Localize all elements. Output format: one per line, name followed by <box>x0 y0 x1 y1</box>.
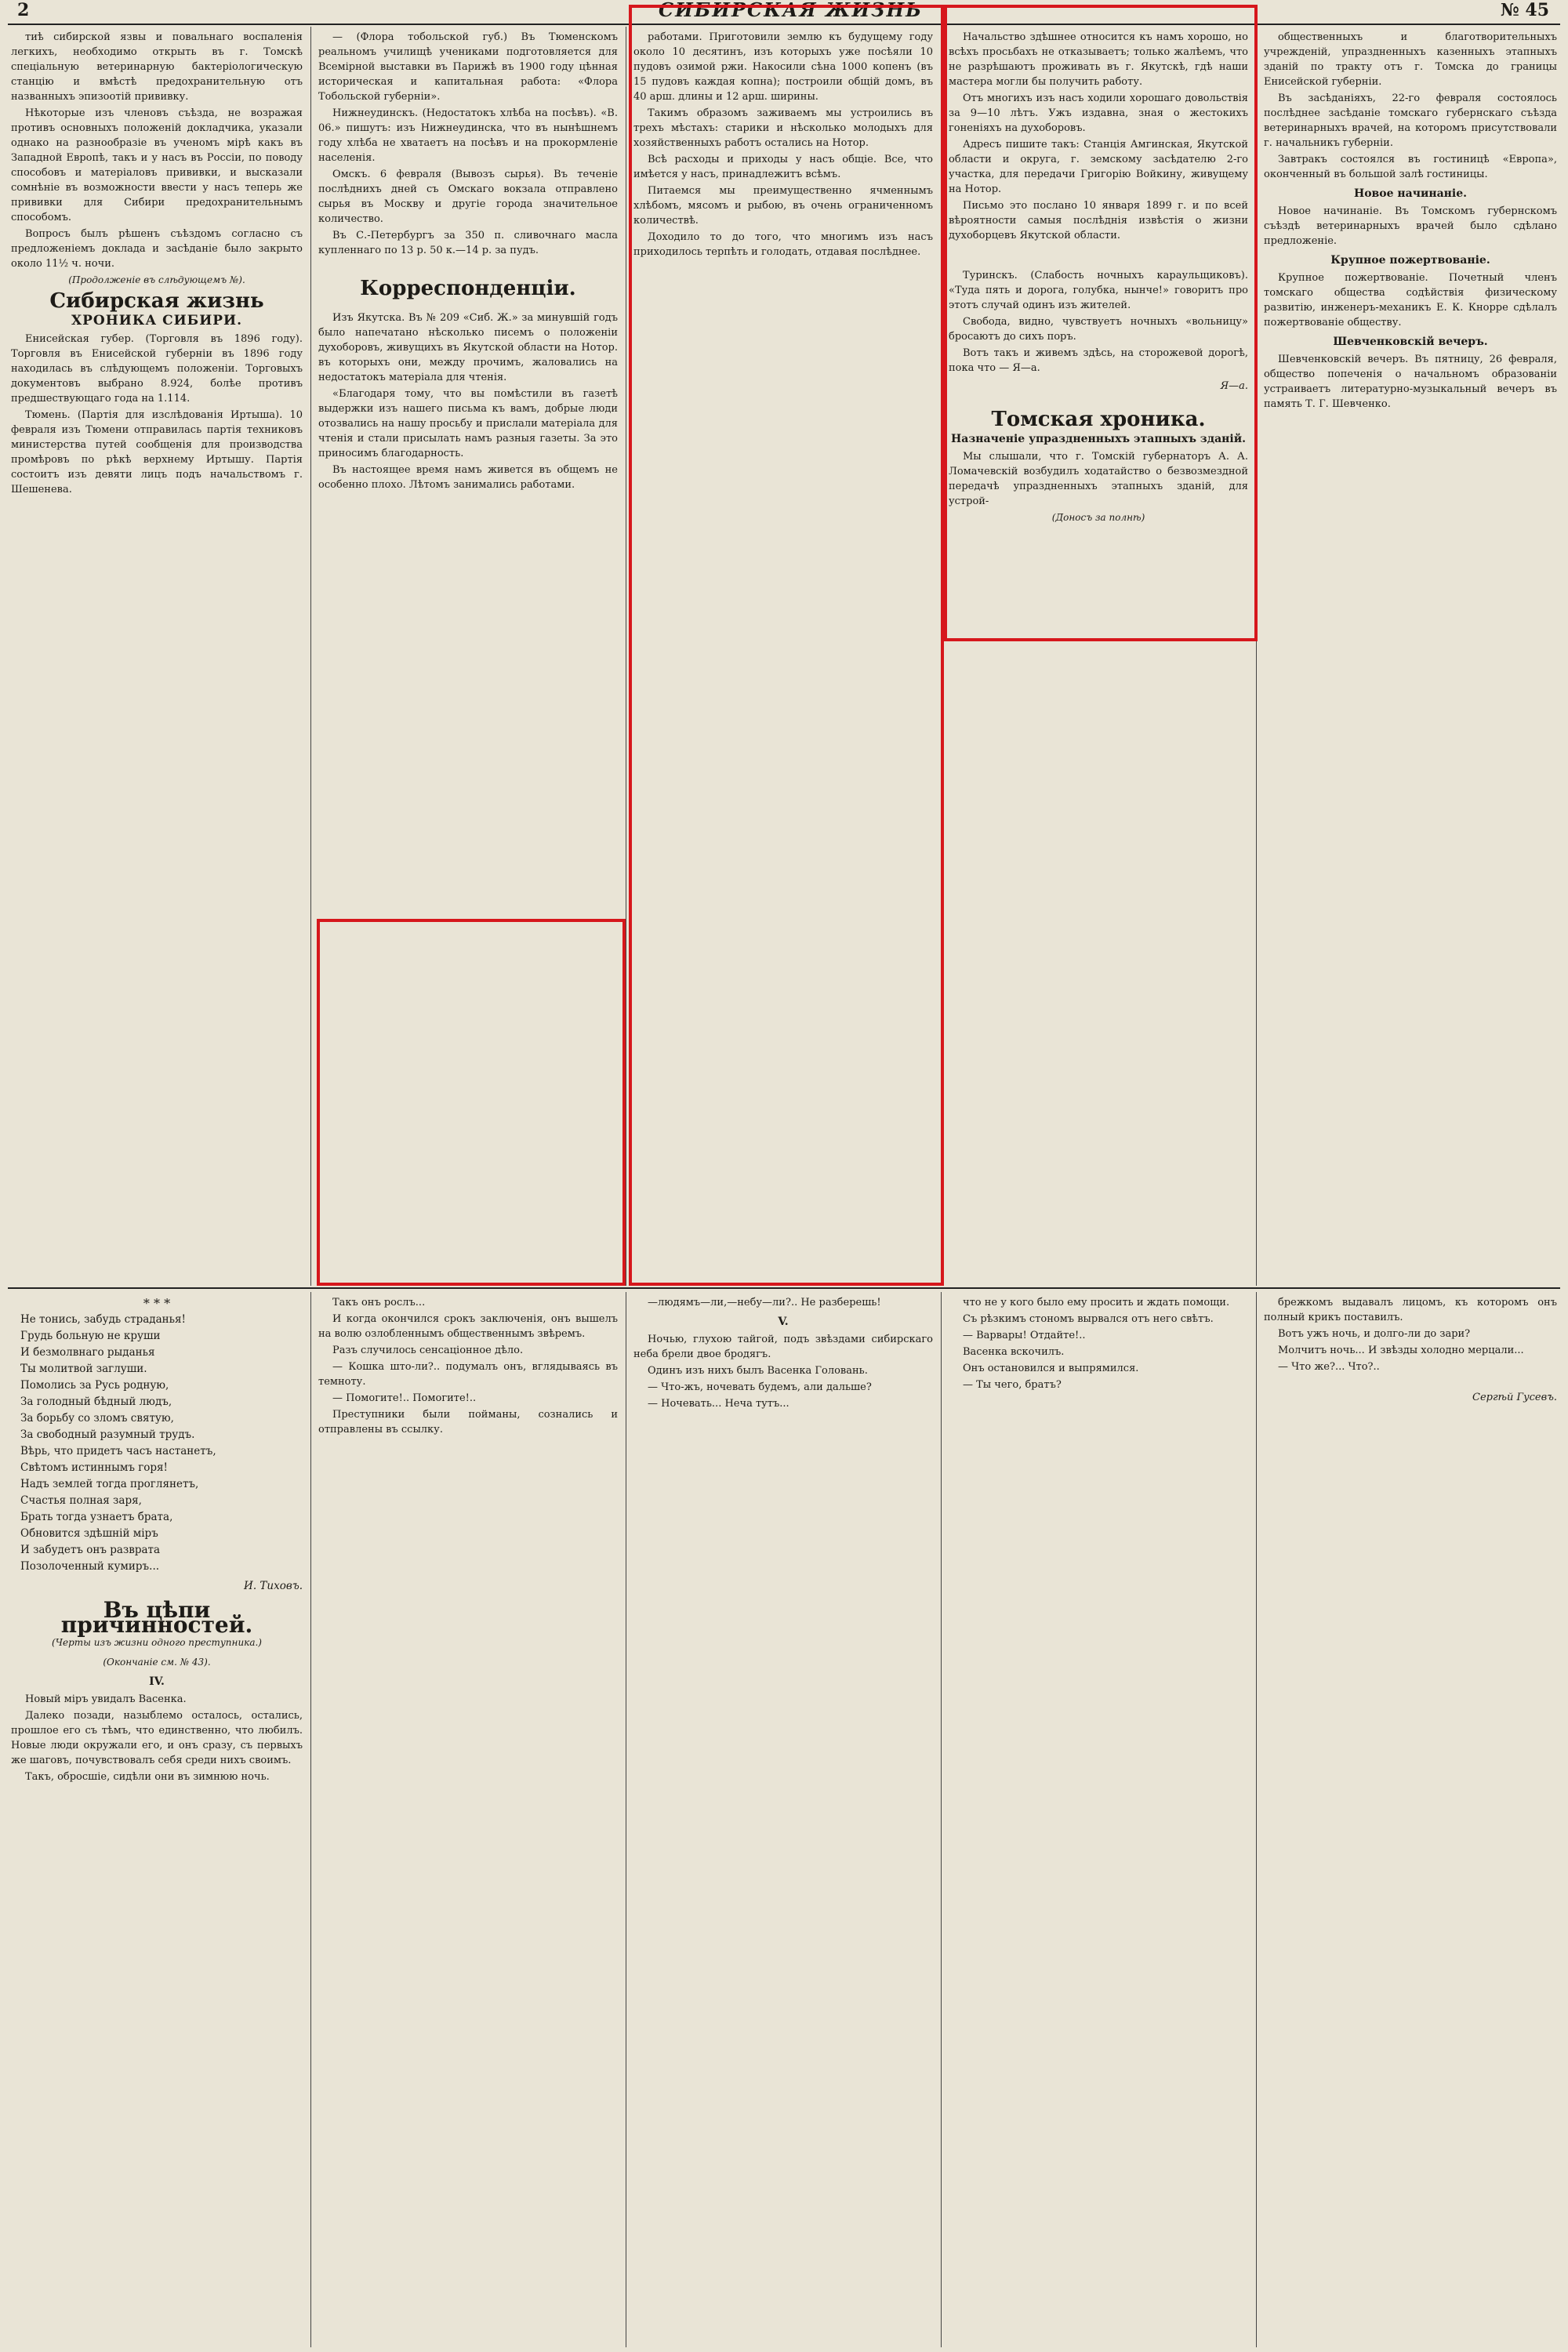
chapter-number: IV. <box>149 1675 165 1688</box>
article-subtitle: Шевченковскій вечеръ. <box>1333 336 1488 348</box>
poem-line: Обновится здѣшній міръ <box>20 1527 158 1540</box>
masthead <box>8 0 1560 25</box>
poem-line: И забудетъ онъ разврата <box>20 1544 161 1556</box>
article-paragraph: Вопросъ былъ рѣшенъ съѣздомъ согласно съ предложеніемъ доклада и засѣданіе было закрыто около 11½ ч. ночи. <box>11 228 303 270</box>
column-divider <box>941 27 942 1286</box>
article-paragraph: Такимъ образомъ заживаемъ мы устроились въ трехъ мѣстахъ: старики и нѣсколько молодыхъ для хозяйственныхъ работъ остались на Нотор. <box>633 107 933 149</box>
story-paragraph: — Помогите!.. Помогите!.. <box>332 1392 477 1404</box>
story-paragraph: брежкомъ выдавалъ лицомъ, къ которомъ онъ полный крикъ поставилъ. <box>1264 1297 1557 1323</box>
story-paragraph: Далеко позади, назыблемо осталось, остались, прошлое его съ тѣмъ, что единственно, что любилъ. Новые люди окружали его, и онъ сразу, съ первыхъ же шаговъ, почувствовалъ себя среди нихъ своимъ. <box>11 1710 303 1766</box>
top-column-1 <box>11 30 303 1281</box>
story-subtitle: (Черты изъ жизни одного преступника.) <box>52 1637 262 1648</box>
story-author: Сергѣй Гусевъ. <box>1472 1392 1557 1403</box>
poem-line: Вѣрь, что придетъ часъ настанетъ, <box>20 1445 216 1457</box>
article-paragraph: Вотъ такъ и живемъ здѣсь, на сторожевой дорогѣ, пока что — Я—а. <box>949 347 1248 374</box>
article-paragraph: Въ засѣданіяхъ, 22-го февраля состоялось послѣднее засѣданіе томскаго губернскаго съѣзда ветеринарныхъ врачей, на которомъ присутствовали г. начальникъ губерніи. <box>1264 93 1557 149</box>
section-separator <box>8 1287 1560 1289</box>
poem-line: Не тонись, забудь страданья! <box>20 1313 186 1326</box>
article-paragraph: Въ С.-Петербургъ за 350 п. сливочнаго масла купленнаго по 13 р. 50 к.—14 р. за пудъ. <box>318 230 618 256</box>
continuation-note: (Продолженіе въ слѣдующемъ №). <box>68 274 245 285</box>
article-paragraph: Въ настоящее время намъ живется въ общемъ не особенно плохо. Лѣтомъ занимались работами. <box>318 464 618 491</box>
story-paragraph: Молчитъ ночь... И звѣзды холодно мерцали... <box>1278 1345 1524 1356</box>
article-paragraph: Новое начинаніе. Въ Томскомъ губернскомъ съѣздѣ ветеринарныхъ врачей было сдѣлано предложеніе. <box>1264 205 1557 247</box>
article-paragraph: Отъ многихъ изъ насъ ходили хорошаго довольствія за 9—10 лѣтъ. Ужъ издавна, зная о жестокихъ гоненіяхъ на духоборовъ. <box>949 93 1248 134</box>
article-paragraph: Начальство здѣшнее относится къ намъ хорошо, но всѣхъ просьбахъ не отказываетъ; только жалѣемъ, что не разрѣшаютъ проживать въ г. Якутскѣ, гдѣ наши мастера могли бы получить работу. <box>949 31 1248 88</box>
bottom-column-1 <box>11 1295 303 2346</box>
top-column-4 <box>949 30 1248 1281</box>
poem <box>11 1295 303 1595</box>
article-paragraph: — (Флора тобольской губ.) Въ Тюменскомъ реальномъ училищѣ учениками подготовляется для Всемірной выставки въ Парижѣ въ 1900 году цѣнная историческая и капитальная работа: «Флора Тобольской губерніи». <box>318 31 618 103</box>
section-title: Корреспонденціи. <box>360 277 576 300</box>
article-paragraph: тиѣ сибирской язвы и повальнаго воспаленія легкихъ, необходимо открыть въ г. Томскѣ спеціальную ветеринарную бактеріологическую станцію и вмѣстѣ предохранительную отъ названныхъ эпизоотій прививку. <box>11 31 303 103</box>
article-paragraph: Изъ Якутска. Въ № 209 «Сиб. Ж.» за минувшій годъ было напечатано нѣсколько писемъ о положеніи духоборовъ, живущихъ въ Якутской области на Нотор. въ которыхъ они, между прочимъ, жаловались на недостатокъ матеріала для чтенія. <box>318 312 618 383</box>
signature: Я—а. <box>1220 380 1248 392</box>
poem-author: И. Тиховъ. <box>244 1580 303 1592</box>
story-paragraph: Разъ случилось сенсаціонное дѣло. <box>332 1345 524 1356</box>
poem-line: Помолись за Русь родную, <box>20 1379 169 1392</box>
poem-line: Позолоченный кумиръ... <box>20 1560 160 1573</box>
article-paragraph: Нѣкоторые изъ членовъ съѣзда, не возражая противъ основныхъ положеній докладчика, указали однако на разнообразіе въ ученомъ мірѣ какъ въ Западной Европѣ, такъ и у насъ въ Россіи, по поводу способовъ и матеріаловъ прививки, и высказали сомнѣніе въ возможности ввести у насъ теперь же прививки для Сибири предохранительнымъ способомъ. <box>11 107 303 223</box>
page-number: 2 <box>17 0 30 20</box>
poem-line: За голодный бѣдный людъ, <box>20 1396 172 1408</box>
article-paragraph: работами. Приготовили землю къ будущему году около 10 десятинъ, изъ которыхъ уже посѣяли 10 пудовъ озимой ржи. Накосили сѣна 1000 копенъ (въ 15 пудовъ каждая копна); построили общій домъ, въ 40 арш. длины и 12 арш. ширины. <box>633 31 933 103</box>
newspaper-title: СИБИРСКАЯ ЖИЗНЬ <box>659 0 923 21</box>
column-divider <box>941 1292 942 2347</box>
column-divider <box>310 27 311 1286</box>
poem-line: Грудь больную не круши <box>20 1330 161 1342</box>
story-paragraph: И когда окончился срокъ заключенія, онъ вышелъ на волю озлобленнымъ общественнымъ звѣремъ. <box>318 1313 618 1340</box>
column-divider <box>1256 1292 1257 2347</box>
article-paragraph: Письмо это послано 10 января 1899 г. и по всей вѣроятности самыя послѣднія извѣстія о жизни духоборцевъ Якутской области. <box>949 200 1248 241</box>
article-paragraph: Всѣ расходы и приходы у насъ общіе. Все, что имѣется у насъ, принадлежитъ всѣмъ. <box>633 154 933 180</box>
article-paragraph: Доходило то до того, что многимъ изъ насъ приходилось терпѣть и голодать, отдавая послѣднее. <box>633 231 933 258</box>
article-paragraph: «Благодаря тому, что вы помѣстили въ газетѣ выдержки изъ нашего письма къ вамъ, добрые люди отозвались на нашу просьбу и прислали матеріала для чтенія и стали присылать намъ разныя газеты. За это приносимъ благодарность. <box>318 388 618 459</box>
poem-line: И безмолвнаго рыданья <box>20 1346 155 1359</box>
article-paragraph: Енисейская губер. (Торговля въ 1896 году). Торговля въ Енисейской губерніи въ 1896 году находилась въ слѣдующемъ положеніи. Торговыхъ документовъ выбрано 8.924, болѣе противъ предшествующаго года на 1.114. <box>11 333 303 405</box>
story-paragraph: Одинъ изъ нихъ былъ Васенка Головань. <box>648 1365 868 1377</box>
bottom-column-3 <box>633 1295 933 2346</box>
article-paragraph: Свобода, видно, чувствуетъ ночныхъ «вольницу» бросаютъ до сихъ поръ. <box>949 316 1248 343</box>
article-paragraph: Шевченковскій вечеръ. Въ пятницу, 26 февраля, общество попеченія о начальномъ образованіи устраиваетъ литературно-музыкальный вечеръ въ память Т. Г. Шевченко. <box>1264 354 1557 410</box>
article-paragraph: Омскъ. 6 февраля (Вывозъ сырья). Въ теченіе послѣднихъ дней съ Омскаго вокзала отправлено сырья въ Москву и другіе города значительное количество. <box>318 169 618 225</box>
article-paragraph: Адресъ пишите такъ: Станція Амгинская, Якутской области и округа, г. земскому засѣдателю 2-го участка, для передачи Григорію Войкину, живущему на Нотор. <box>949 139 1248 195</box>
chronicle-title: ХРОНИКА СИБИРИ. <box>71 313 243 328</box>
story-paragraph: — Что-жъ, ночевать будемъ, али дальше? <box>648 1381 872 1393</box>
story-paragraph: — Кошка што-ли?.. подумалъ онъ, вглядываясь въ темноту. <box>318 1361 618 1388</box>
story-paragraph: Съ рѣзкимъ стономъ вырвался отъ него свѣтъ. <box>963 1313 1214 1325</box>
section-title: Сибирская жизнь <box>49 289 264 313</box>
story-paragraph: Ночью, глухою тайгой, подъ звѣздами сибирскаго неба брели двое бродягъ. <box>633 1334 933 1360</box>
story-paragraph: что не у кого было ему просить и ждать помощи. <box>963 1297 1230 1308</box>
poem-line: Свѣтомъ истиннымъ горя! <box>20 1461 168 1474</box>
poem-line: Брать тогда узнаетъ брата, <box>20 1511 173 1523</box>
article-subtitle: Новое начинаніе. <box>1353 187 1468 200</box>
story-paragraph: Васенка вскочилъ. <box>963 1346 1065 1358</box>
top-column-2 <box>318 30 618 1281</box>
bottom-column-4 <box>949 1295 1248 2346</box>
article-paragraph: Крупное пожертвованіе. Почетный членъ томскаго общества содѣйствія физическому развитію, инженеръ-механикъ Е. К. Кнорре сдѣлалъ пожертвованіе обществу. <box>1264 272 1557 328</box>
story-title: Въ цѣпи причинностей. <box>60 1597 253 1638</box>
bottom-column-5 <box>1264 1295 1557 2346</box>
article-subtitle: Назначеніе упраздненныхъ этапныхъ зданій. <box>951 433 1246 445</box>
article-subtitle: Крупное пожертвованіе. <box>1330 254 1490 267</box>
story-paragraph: — Ты чего, братъ? <box>963 1379 1062 1391</box>
correspondence-block <box>318 310 618 492</box>
top-column-5 <box>1264 30 1557 1281</box>
story-paragraph: —людямъ—ли,—небу—ли?.. Не разберешь! <box>648 1297 881 1308</box>
story-paragraph: — Ночевать... Неча тутъ... <box>648 1398 789 1410</box>
section-title: Томская хроника. <box>991 408 1206 431</box>
column-divider <box>310 1292 311 2347</box>
poem-line: Ты молитвой заглуши. <box>20 1363 147 1375</box>
article-paragraph: Завтракъ состоялся въ гостиницѣ «Европа», оконченный въ большой залѣ гостиницы. <box>1264 154 1557 180</box>
story-paragraph: Преступники были пойманы, сознались и отправлены въ ссылку. <box>318 1409 618 1436</box>
story-paragraph: Новый міръ увидалъ Васенка. <box>25 1693 187 1705</box>
issue-number: № 45 <box>1500 0 1549 20</box>
poem-stars: * * * <box>143 1296 171 1311</box>
top-column-3 <box>633 30 933 1281</box>
article-paragraph: Туринскъ. (Слабость ночныхъ караульщиковъ). «Туда пять и дорога, голубка, нынче!» говоритъ про этотъ случай одинъ изъ жителей. <box>949 270 1248 311</box>
article-paragraph: Нижнеудинскъ. (Недостатокъ хлѣба на посѣвъ). «В. 06.» пишутъ: изъ Нижнеудинска, что въ нынѣшнемъ году хлѣба не хватаетъ на посѣвъ и на прокормленіе населенія. <box>318 107 618 164</box>
story-continuation: (Окончаніе см. № 43). <box>103 1657 211 1668</box>
poem-line: За свободный разумный трудъ. <box>20 1428 195 1441</box>
column-divider <box>1256 27 1257 1286</box>
story-paragraph: Такъ, обросшіе, сидѣли они въ зимнюю ночь. <box>25 1771 270 1783</box>
story-paragraph: — Варвары! Отдайте!.. <box>963 1330 1086 1341</box>
bottom-column-2 <box>318 1295 618 2346</box>
story-paragraph: — Что же?... Что?.. <box>1278 1361 1380 1373</box>
poem-line: За борьбу со зломъ святую, <box>20 1412 174 1425</box>
source-note: (Доносъ за полнѣ) <box>1051 512 1145 523</box>
poem-line: Надъ землей тогда проглянетъ, <box>20 1478 199 1490</box>
story-paragraph: Онъ остановился и выпрямился. <box>963 1363 1139 1374</box>
article-paragraph: Питаемся мы преимущественно ячменнымъ хлѣбомъ, мясомъ и рыбою, въ очень ограниченномъ количествѣ. <box>633 185 933 227</box>
article-paragraph: общественныхъ и благотворительныхъ учрежденій, упраздненныхъ казенныхъ этапныхъ зданій по тракту отъ г. Томска до границы Енисейской губерніи. <box>1264 31 1557 88</box>
article-paragraph: Мы слышали, что г. Томскій губернаторъ А. А. Ломачевскій возбудилъ ходатайство о безвозмездной передачѣ упраздненныхъ этапныхъ зданій, для устрой- <box>949 451 1248 507</box>
story-paragraph: Вотъ ужъ ночь, и долго-ли до зари? <box>1278 1328 1471 1340</box>
poem-line: Счастья полная заря, <box>20 1494 142 1507</box>
story-paragraph: Такъ онъ рослъ... <box>332 1297 426 1308</box>
article-paragraph: Тюмень. (Партія для изслѣдованія Иртыша). 10 февраля изъ Тюмени отправилась партія техниковъ министерства путей сообщенія для производства промѣровъ по рѣкѣ верхнему Иртышу. Партія состоитъ изъ девяти лицъ подъ начальствомъ г. Шешенева. <box>11 409 303 495</box>
chapter-number: V. <box>778 1316 789 1328</box>
